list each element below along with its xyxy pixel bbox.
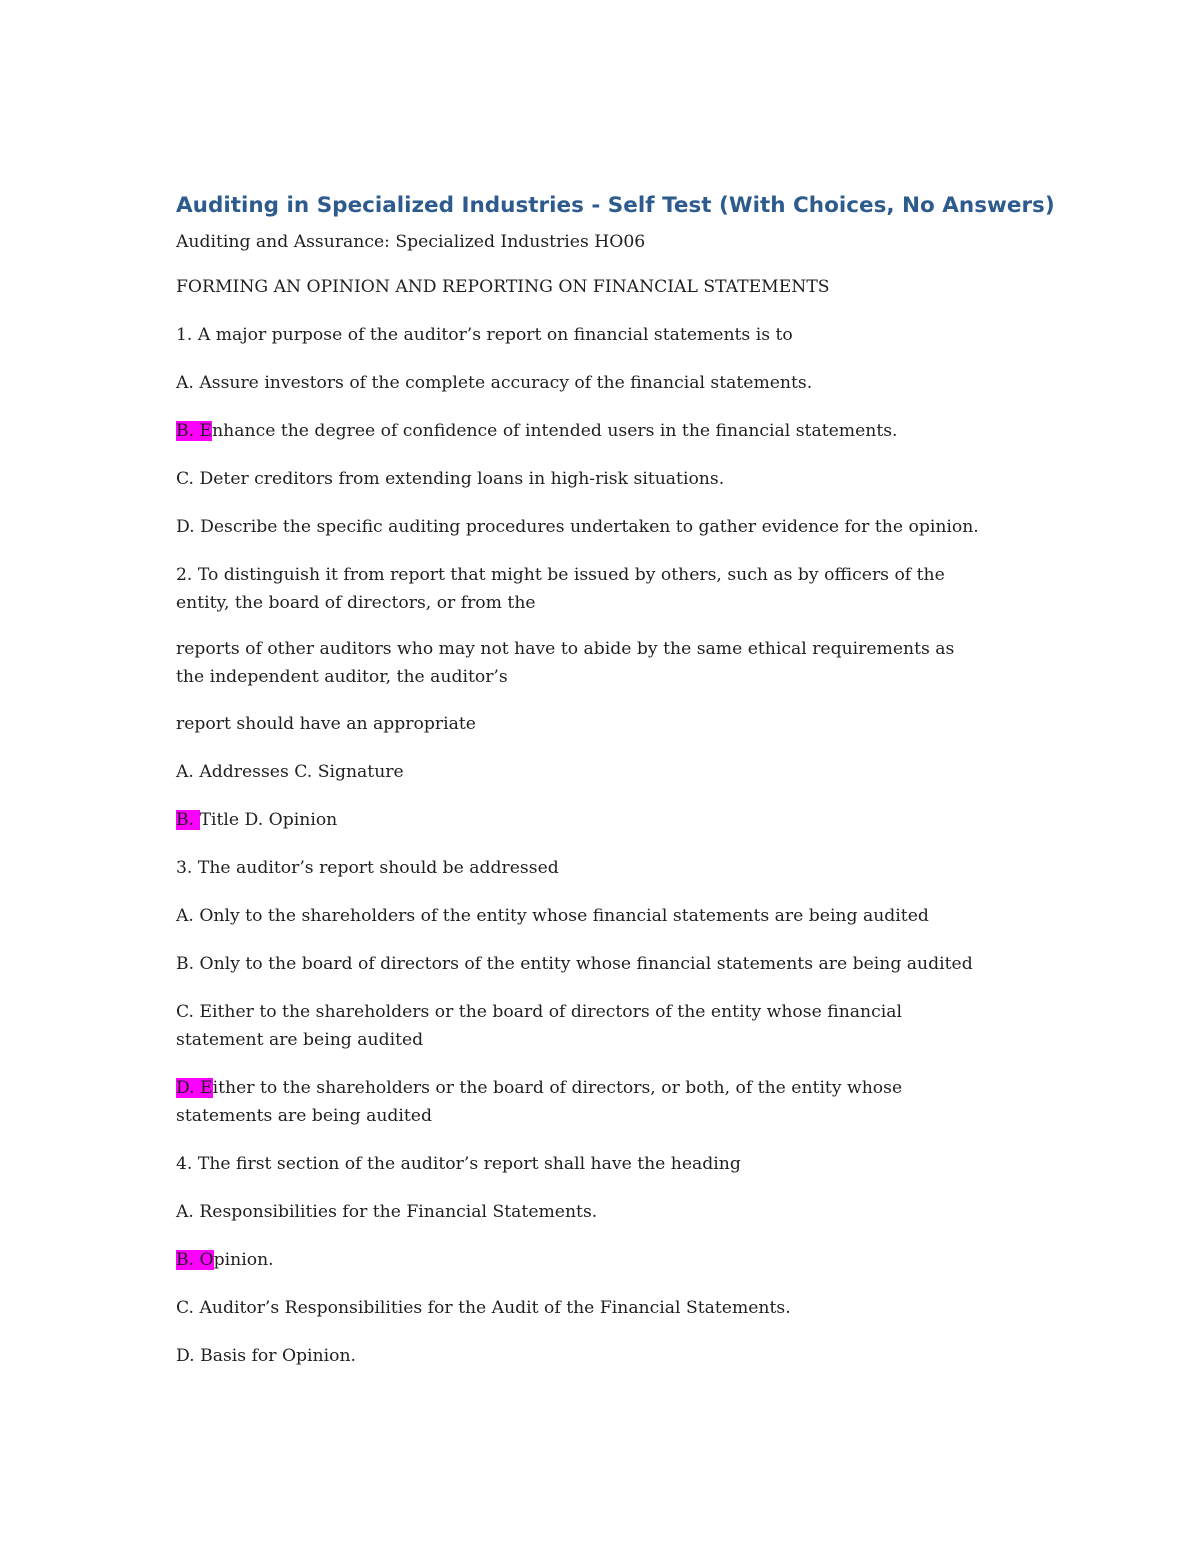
document-subtitle: Auditing and Assurance: Specialized Industries HO06 (176, 232, 646, 252)
q4-choice-a: A. Responsibilities for the Financial Statements. (176, 1202, 598, 1222)
q2-choice-bd-text: Title D. Opinion (199, 810, 338, 830)
q2-line-2: entity, the board of directors, or from the (176, 593, 536, 613)
q3-choice-c (176, 998, 1036, 1054)
q3-choice-d-line-2: statements are being audited (176, 1106, 432, 1126)
section-heading: FORMING AN OPINION AND REPORTING ON FINANCIAL STATEMENTS (176, 277, 830, 297)
q3-choice-a: A. Only to the shareholders of the entity whose financial statements are being audited (176, 906, 929, 926)
q3-choice-d-line-1 (176, 1074, 1036, 1102)
q4-choice-c: C. Auditor’s Responsibilities for the Audit of the Financial Statements. (176, 1298, 791, 1318)
q2-line-4: the independent auditor, the auditor’s (176, 667, 508, 687)
q1-choice-b (176, 417, 1036, 445)
q3-choice-c-line-1: C. Either to the shareholders or the board of directors of the entity whose financial (176, 1002, 902, 1022)
question-2-part-3: report should have an appropriate (176, 714, 476, 734)
q2-line-3: reports of other auditors who may not have to abide by the same ethical requirements as (176, 639, 955, 659)
q1-choice-b-text: nhance the degree of confidence of intended users in the financial statements. (212, 421, 898, 441)
q2-choice-ac: A. Addresses C. Signature (176, 762, 404, 782)
highlight-mark: B. O (176, 1250, 214, 1270)
q3-choice-d (176, 1074, 1036, 1130)
q2-choice-bd (176, 806, 1036, 834)
q4-choice-b-text: pinion. (213, 1250, 274, 1270)
q3-choice-d-text: ither to the shareholders or the board of directors, or both, of the entity whose (212, 1078, 903, 1098)
q4-choice-d: D. Basis for Opinion. (176, 1346, 356, 1366)
question-3: 3. The auditor’s report should be addressed (176, 858, 559, 878)
q3-choice-c-line-2: statement are being audited (176, 1030, 424, 1050)
q1-choice-d: D. Describe the specific auditing procedures undertaken to gather evidence for the opinion. (176, 517, 979, 537)
highlight-mark: D. E (176, 1078, 213, 1098)
highlight-mark: B. E (176, 421, 213, 441)
question-4: 4. The first section of the auditor’s report shall have the heading (176, 1154, 741, 1174)
document-title: Auditing in Specialized Industries - Self Test (With Choices, No Answers) (176, 193, 1055, 218)
q2-line-1: 2. To distinguish it from report that might be issued by others, such as by officers of the (176, 565, 945, 585)
document-page (176, 190, 1055, 1390)
q1-choice-c: C. Deter creditors from extending loans in high-risk situations. (176, 469, 725, 489)
q3-choice-b: B. Only to the board of directors of the entity whose financial statements are being audited (176, 954, 973, 974)
q1-choice-a: A. Assure investors of the complete accuracy of the financial statements. (176, 373, 813, 393)
question-2-part-1 (176, 561, 1036, 617)
question-2-part-2 (176, 635, 1036, 691)
q4-choice-b (176, 1246, 1036, 1274)
highlight-mark: B. (176, 810, 200, 830)
question-1: 1. A major purpose of the auditor’s report on financial statements is to (176, 325, 793, 345)
